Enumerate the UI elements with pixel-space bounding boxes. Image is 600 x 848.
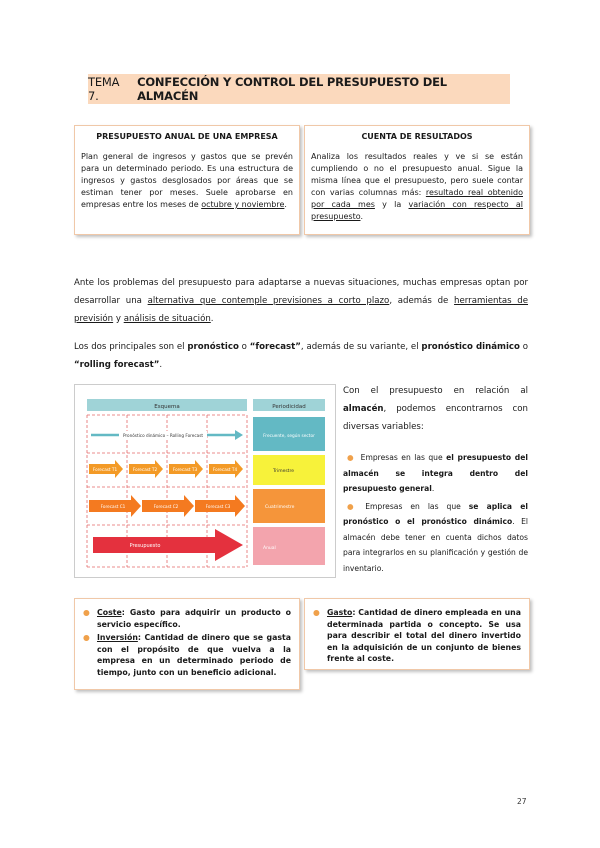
forecast-c3-label: Forecast C3 — [205, 504, 231, 509]
forecast-c2-label: Forecast C2 — [153, 504, 179, 509]
text-span: . — [284, 200, 287, 209]
cuenta-resultados-text — [311, 151, 523, 223]
page-number: 27 — [517, 797, 527, 806]
text-span: , podemos encontrarnos con diversas variables: — [343, 404, 528, 432]
underlined-term: análisis de situación — [123, 314, 211, 324]
forecast-t2-label: Forecast T2 — [132, 467, 158, 472]
forecast-c1-label: Forecast C1 — [100, 504, 126, 509]
text-span: , además de su variante, el — [300, 342, 422, 352]
term-coste: Coste — [97, 608, 122, 617]
text-span: Con el presupuesto en relación al — [343, 386, 528, 396]
period-frecuente-label: Frecuente, según sector — [263, 434, 315, 439]
presupuesto-anual-text — [81, 151, 293, 211]
term-definition: : Cantidad de dinero que se gasta con el propósito de que vuelva a la empresa en un determinado periodo de tiempo, junto con un beneficio adicional. — [97, 633, 291, 677]
underlined-term: octubre y noviembre — [201, 200, 285, 209]
forecast-t1-label: Forecast T1 — [92, 467, 118, 472]
text-span: Empresas en las que — [365, 501, 469, 511]
term-definition: : Cantidad de dinero empleada en una determinada partida o concepto. Se usa para describir el total del dinero invertido en la adquisición de un conjunto de bienes frente al coste. — [327, 608, 521, 663]
bullet-icon: ● — [347, 453, 355, 462]
col-periodicidad-label: Periodicidad — [272, 404, 306, 410]
text-span: . — [431, 484, 435, 493]
period-anual-label: Anual — [263, 546, 276, 551]
quarter-forecasts — [89, 460, 243, 478]
term-inversion: Inversión — [97, 633, 138, 642]
text-span: y — [113, 314, 124, 324]
title-main: CONFECCIÓN Y CONTROL DEL PRESUPUESTO DEL ALMACÉN — [137, 75, 447, 103]
gasto-box — [304, 598, 530, 670]
list-item — [343, 450, 528, 497]
underlined-term: variación con respecto al presupuesto — [311, 200, 523, 221]
forecast-scheme-svg — [75, 385, 335, 577]
text-span: Ante los problemas del presupuesto para adaptarse a nuevas situaciones, muchas empresas optan por desarrollar una — [74, 278, 528, 306]
coste-inversion-box — [74, 598, 300, 690]
bullet-icon: ● — [313, 608, 320, 617]
list-item — [83, 607, 291, 630]
col-esquema-label: Esquema — [154, 404, 180, 410]
rolling-forecast-arrowhead — [235, 430, 243, 440]
bold-term: “rolling forecast” — [74, 360, 160, 370]
period-trimestre-label: Trimestre — [273, 469, 294, 474]
cuatri-forecasts — [89, 495, 245, 517]
text-span: Los dos principales son el — [74, 342, 188, 352]
bullet-icon: ● — [347, 501, 360, 511]
cuenta-resultados-heading: CUENTA DE RESULTADOS — [361, 132, 473, 141]
bold-term: pronóstico dinámico — [421, 342, 520, 352]
bold-term: se aplica el pronóstico o el pronóstico dinámico — [343, 501, 528, 526]
rolling-forecast-label: Pronóstico dinámico – Rolling Forecast — [122, 433, 204, 438]
text-span: Plan general de ingresos y gastos que se prevén para un determinado periodo. Es una estructura de ingresos y gastos desglosados por áreas que se estiman tener por meses. Suele aprobarse en empresas entre los meses de — [81, 152, 293, 209]
page-title — [88, 74, 510, 104]
text-span: Empresas en las que — [360, 453, 447, 462]
text-span: y la — [374, 200, 409, 209]
text-span: . El almacén debe tener en cuenta dichos datos para integrarlos en su planificación y gestión de inventario. — [343, 517, 528, 573]
list-item — [83, 632, 291, 678]
forecast-scheme-figure — [74, 384, 336, 578]
presupuesto-anual-heading: PRESUPUESTO ANUAL DE UNA EMPRESA — [96, 132, 278, 141]
text-span: . — [360, 212, 364, 221]
text-span: . — [159, 360, 163, 370]
bullet-icon: ● — [83, 633, 90, 642]
underlined-term: alternativa que contemple previsiones a corto plazo — [147, 296, 390, 306]
underlined-term: herramientas de previsión — [74, 296, 529, 324]
list-item — [313, 607, 521, 665]
forecast-t4-label: Forecast T4 — [212, 467, 238, 472]
term-definition: : Gasto para adquirir un producto o servicio específico. — [97, 608, 291, 629]
text-span: . — [210, 314, 214, 324]
presupuesto-arrow-label: Presupuesto — [129, 543, 161, 549]
presupuesto-anual-box — [74, 125, 300, 235]
paragraph-alternatives — [74, 274, 528, 328]
period-cuatrimestre-label: Cuatrimestre — [265, 505, 295, 510]
text-span: Analiza los resultados reales y ve si se están cumpliendo o no el presupuesto anual. Sigue la misma línea que el presupuesto, pero suele contar con varias columnas más: — [311, 152, 523, 197]
text-span: o — [519, 342, 528, 352]
title-prefix: TEMA 7. — [88, 75, 120, 103]
bold-term: pronóstico — [187, 342, 239, 352]
side-intro — [343, 382, 528, 436]
text-span: o — [238, 342, 250, 352]
variables-list — [343, 450, 528, 578]
forecast-t3-label: Forecast T3 — [172, 467, 198, 472]
bold-term: el presupuesto del almacén se integra dentro del presupuesto general — [343, 453, 528, 493]
bullet-icon: ● — [83, 608, 90, 617]
bold-term: almacén — [343, 404, 384, 414]
text-span: , además de — [389, 296, 455, 306]
presupuesto-arrow — [93, 529, 243, 561]
paragraph-forecast — [74, 338, 528, 374]
bold-term: “forecast” — [249, 342, 301, 352]
cuenta-resultados-box — [304, 125, 530, 235]
term-gasto: Gasto — [327, 608, 353, 617]
underlined-term: resultado real obtenido por cada mes — [311, 188, 523, 209]
list-item — [343, 499, 528, 577]
